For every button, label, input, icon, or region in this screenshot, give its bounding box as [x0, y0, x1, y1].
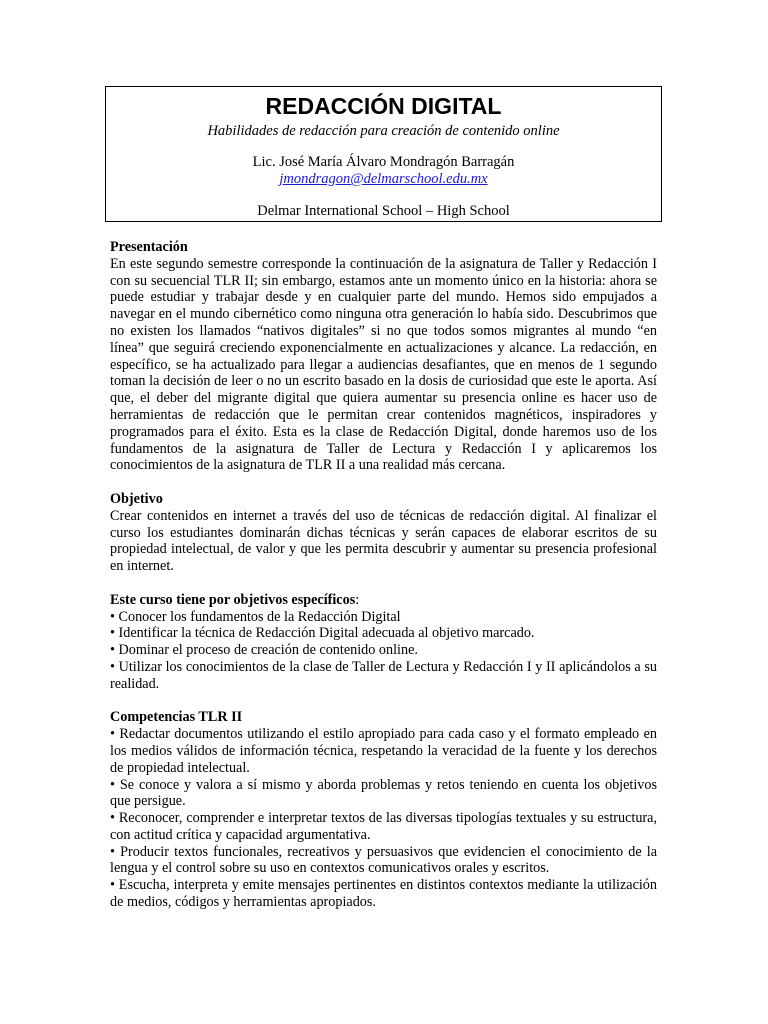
- list-item: • Dominar el proceso de creación de contenido online.: [110, 642, 418, 659]
- section-presentacion: [110, 239, 657, 474]
- list-item: • Reconocer, comprender e interpretar textos de las diversas tipologías textuales y su estructura, con actitud crítica y capacidad argumentativa.: [110, 810, 657, 843]
- section-objetivos-especificos: [110, 592, 657, 693]
- author-email-link[interactable]: jmondragon@delmarschool.edu.mx: [279, 171, 488, 187]
- section-heading: Competencias TLR II: [110, 709, 243, 726]
- school-name: Delmar International School – High School: [257, 203, 510, 219]
- list-item: • Utilizar los conocimientos de la clase de Taller de Lectura y Redacción I y II aplicándolos a su realidad.: [110, 658, 657, 692]
- list-item: • Producir textos funcionales, recreativos y persuasivos que evidencien el conocimiento de la lengua y el control sobre su uso en contextos comunicativos orales y escritos.: [110, 843, 657, 877]
- section-heading-line: [110, 592, 657, 609]
- list-item: • Conocer los fundamentos de la Redacción Digital: [110, 608, 401, 625]
- list-item: • Redactar documentos utilizando el estilo apropiado para cada caso y el formato empleado en los medios válidos de información técnica, respetando la veracidad de la fuente y los derechos de propiedad intelectual.: [110, 726, 657, 776]
- list-item: • Escucha, interpreta y emite mensajes pertinentes en distintos contextos mediante la utilización de medios, códigos y herramientas apropiados.: [110, 877, 657, 911]
- section-heading: Este curso tiene por objetivos específicos: [110, 591, 356, 608]
- document-title: REDACCIÓN DIGITAL: [265, 93, 502, 119]
- section-paragraph: En este segundo semestre corresponde la continuación de la asignatura de Taller y Redacción I con su secuencial TLR II; sin embargo, estamos ante un momento único en la historia: ahora se puede estudiar y trabajar desde y en cualquier parte del mundo. Hemos sido empujados a navegar en el mundo cibernético como ninguna otra generación lo había sido. Descubrimos que no existen los llamados “nativos digitales” si no que todos somos migrantes al mundo “en línea” que seguirá creciendo exponencialmente en actualizaciones y alcance. La redacción, en específico, se ha actualizado para llegar a audiencias desafiantes, que en menos de 1 segundo toman la decisión de leer o no un escrito basado en la dosis de curiosidad que este le aporta. Así que, el deber del migrante digital que quiera aumentar su presencia online es hacer uso de herramientas de redacción que le permitan crear contenidos magnéticos, inspiradores y programados para el éxito. Esta es la clase de Redacción Digital, donde haremos uso de los fundamentos de la asignatura de Taller de Lectura y Redacción I y aplicaremos los conocimientos de la asignatura de TLR II a una realidad más cercana.: [110, 255, 657, 474]
- list-item: • Se conoce y valora a sí mismo y aborda problemas y retos teniendo en cuenta los objetivos que persigue.: [110, 776, 657, 810]
- section-paragraph: Crear contenidos en internet a través del uso de técnicas de redacción digital. Al finalizar el curso los estudiantes dominarán dichas técnicas y serán capaces de elaborar escritos de su propiedad intelectual, de valor y que les permita descubrir y aumentar su presencia profesional en internet.: [110, 507, 657, 575]
- author-name: Lic. José María Álvaro Mondragón Barragán: [252, 154, 515, 170]
- body-content: [110, 239, 657, 928]
- document-subtitle: Habilidades de redacción para creación de contenido online: [207, 123, 560, 139]
- author-email-line: [106, 171, 661, 188]
- section-heading: Presentación: [110, 239, 188, 255]
- list-item: • Identificar la técnica de Redacción Digital adecuada al objetivo marcado.: [110, 625, 535, 642]
- header-box: [105, 86, 662, 222]
- section-heading: Objetivo: [110, 490, 163, 507]
- heading-colon: :: [355, 591, 360, 608]
- section-competencias: [110, 709, 657, 911]
- section-objetivo: [110, 491, 657, 575]
